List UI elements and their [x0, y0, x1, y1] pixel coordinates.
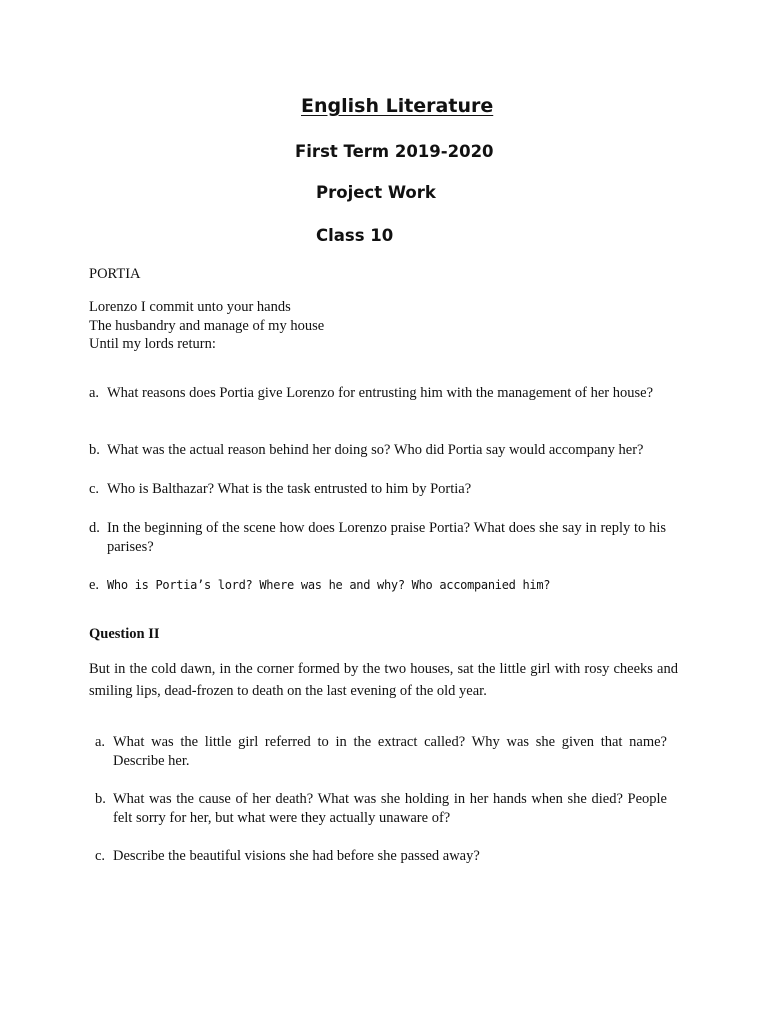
question-2a [95, 733, 667, 771]
question-label: e. [89, 577, 100, 593]
question-1d [89, 519, 666, 557]
question-label: b. [89, 442, 100, 458]
question-2b [95, 790, 667, 828]
extract-1 [89, 298, 324, 354]
extract-line: Until my lords return: [89, 336, 216, 352]
class-heading: Class 10 [316, 226, 394, 245]
question-1a [89, 384, 666, 403]
question-2c [95, 847, 667, 866]
question-text: Describe the beautiful visions she had before she passed away? [113, 848, 480, 864]
document-title: English Literature [301, 95, 494, 117]
extract-2: But in the cold dawn, in the corner formed by the two houses, sat the little girl with rosy cheeks and smiling lips, dead-frozen to death on the last evening of the old year. [89, 661, 678, 699]
question-1e [89, 576, 679, 595]
section-heading: Question II [89, 626, 160, 642]
question-1c [89, 480, 679, 499]
question-text: What was the actual reason behind her doing so? Who did Portia say would accompany her? [107, 442, 644, 458]
question-label: a. [89, 385, 100, 401]
question-text: What reasons does Portia give Lorenzo for entrusting him with the management of her house? [107, 385, 654, 401]
question-text: In the beginning of the scene how does Lorenzo praise Portia? What does she say in reply to his parises? [107, 520, 666, 555]
speaker-name: PORTIA [89, 266, 141, 282]
term-heading: First Term 2019-2020 [295, 142, 494, 161]
extract-line: Lorenzo I commit unto your hands [89, 299, 291, 315]
question-label: c. [95, 848, 106, 864]
question-text: Who is Balthazar? What is the task entrusted to him by Portia? [107, 481, 472, 497]
question-text: What was the cause of her death? What was she holding in her hands when she died? People felt sorry for her, but what were they actually unaware of? [113, 791, 667, 826]
question-label: c. [89, 481, 100, 497]
question-label: b. [95, 791, 106, 807]
question-label: a. [95, 734, 106, 750]
question-text: Who is Portia’s lord? Where was he and why? Who accompanied him? [107, 578, 551, 592]
question-text: What was the little girl referred to in the extract called? Why was she given that name? Describe her. [113, 734, 667, 769]
extract-line: The husbandry and manage of my house [89, 317, 325, 334]
question-1b [89, 441, 679, 460]
project-heading: Project Work [316, 183, 436, 202]
question-label: d. [89, 520, 100, 536]
